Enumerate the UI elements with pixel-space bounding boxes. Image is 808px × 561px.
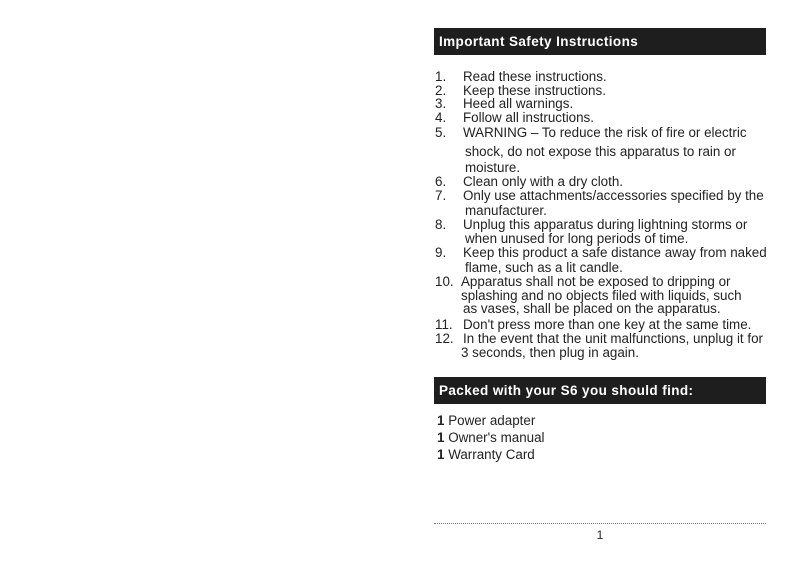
- footer-divider: [434, 523, 766, 524]
- list-item-text: Apparatus shall not be exposed to dripping or: [461, 274, 731, 289]
- list-item-text: 3 seconds, then plug in again.: [461, 345, 639, 360]
- list-item-number: 8.: [435, 217, 447, 232]
- list-item-text: Unplug this apparatus during lightning storms or: [463, 217, 748, 232]
- item-quantity: 1: [437, 413, 445, 428]
- list-item-number: 10.: [435, 274, 454, 289]
- list-item-text: In the event that the unit malfunctions, unplug it for: [463, 331, 763, 346]
- list-item-number: 9.: [435, 245, 447, 260]
- list-item-number: 1.: [435, 69, 447, 84]
- safety-section-header: [434, 28, 766, 55]
- packed-contents-header: [434, 377, 766, 404]
- list-item-text: Read these instructions.: [463, 69, 607, 84]
- list-item-text: Clean only with a dry cloth.: [463, 174, 624, 189]
- list-item-text: Only use attachments/accessories specified by the: [463, 188, 764, 203]
- list-item-text: as vases, shall be placed on the apparatus.: [463, 301, 721, 316]
- list-item: [437, 413, 535, 429]
- item-quantity: 1: [437, 430, 445, 445]
- list-item-text: manufacturer.: [465, 203, 547, 218]
- item-label: Owner's manual: [448, 430, 545, 445]
- list-item-number: 3.: [435, 96, 447, 111]
- list-item-number: 12.: [435, 331, 454, 346]
- list-item-text: shock, do not expose this apparatus to rain or: [465, 144, 736, 159]
- packed-contents-title: Packed with your S6 you should find:: [439, 383, 694, 398]
- page-number: 1: [596, 528, 604, 542]
- list-item-text: Keep this product a safe distance away from naked: [463, 245, 767, 260]
- safety-section-title: Important Safety Instructions: [439, 34, 639, 49]
- list-item-text: Don't press more than one key at the same time.: [463, 317, 752, 332]
- item-label: Warranty Card: [448, 447, 535, 462]
- list-item-number: 5.: [435, 125, 447, 140]
- list-item-text: when unused for long periods of time.: [465, 231, 689, 246]
- list-item-text: Heed all warnings.: [463, 96, 574, 111]
- list-item-number: 6.: [435, 174, 447, 189]
- list-item: [437, 430, 545, 446]
- list-item-text: WARNING – To reduce the risk of fire or electric: [463, 125, 747, 140]
- list-item-number: 4.: [435, 110, 447, 125]
- item-label: Power adapter: [448, 413, 536, 428]
- list-item-text: flame, such as a lit candle.: [465, 260, 623, 275]
- list-item-number: 2.: [435, 83, 447, 98]
- list-item-number: 11.: [435, 317, 453, 332]
- list-item-text: Follow all instructions.: [463, 110, 594, 125]
- list-item-text: splashing and no objects filed with liquids, such: [461, 288, 742, 303]
- list-item-text: moisture.: [465, 160, 521, 175]
- list-item-text: Keep these instructions.: [463, 83, 606, 98]
- list-item: [437, 447, 535, 463]
- item-quantity: 1: [437, 447, 445, 462]
- list-item-number: 7.: [435, 188, 447, 203]
